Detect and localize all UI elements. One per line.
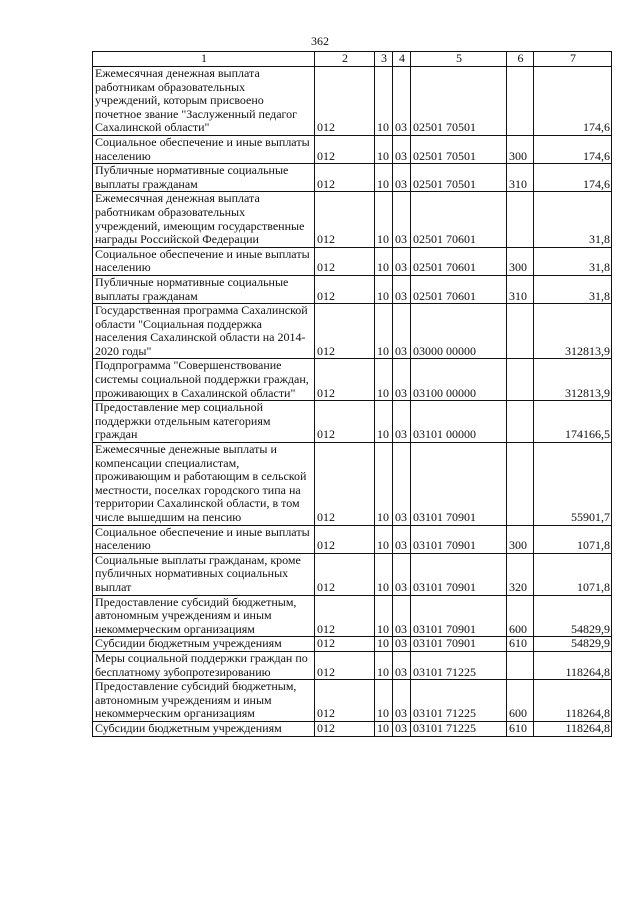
row-target-article-cell: 03101 70901	[411, 595, 507, 637]
row-admin-code-cell: 012	[315, 164, 375, 192]
row-name-cell: Социальное обеспечение и иные выплаты населению	[93, 247, 315, 275]
row-expense-type-cell	[507, 304, 534, 359]
row-name-cell: Субсидии бюджетным учреждениям	[93, 637, 315, 652]
row-target-article-cell: 03101 70901	[411, 525, 507, 553]
row-amount-cell: 54829,9	[534, 595, 612, 637]
table-row	[93, 359, 612, 401]
row-admin-code-cell: 012	[315, 247, 375, 275]
row-amount-cell: 31,8	[534, 247, 612, 275]
header-col-4: 4	[393, 52, 411, 67]
table-row	[93, 651, 612, 679]
row-amount-cell: 312813,9	[534, 359, 612, 401]
row-amount-cell: 118264,8	[534, 721, 612, 736]
table-row	[93, 721, 612, 736]
row-section-cell: 10	[375, 359, 393, 401]
row-target-article-cell: 03101 71225	[411, 651, 507, 679]
row-amount-cell: 1071,8	[534, 525, 612, 553]
row-subsection-cell: 03	[393, 651, 411, 679]
row-expense-type-cell	[507, 192, 534, 247]
row-subsection-cell: 03	[393, 304, 411, 359]
row-expense-type-cell: 610	[507, 637, 534, 652]
row-name-cell: Предоставление мер социальной поддержки отдельным категориям граждан	[93, 401, 315, 443]
table-row	[93, 304, 612, 359]
row-section-cell: 10	[375, 443, 393, 526]
row-target-article-cell: 02501 70501	[411, 164, 507, 192]
row-name-cell: Субсидии бюджетным учреждениям	[93, 721, 315, 736]
table-row	[93, 553, 612, 595]
row-section-cell: 10	[375, 401, 393, 443]
table-row	[93, 247, 612, 275]
table-row	[93, 680, 612, 722]
row-admin-code-cell: 012	[315, 721, 375, 736]
row-name-cell: Ежемесячная денежная выплата работникам образовательных учреждений, имеющим государственные награды Российской Федерации	[93, 192, 315, 247]
row-subsection-cell: 03	[393, 359, 411, 401]
table-row	[93, 525, 612, 553]
row-admin-code-cell: 012	[315, 680, 375, 722]
row-target-article-cell: 03101 70901	[411, 443, 507, 526]
row-expense-type-cell	[507, 67, 534, 136]
header-col-3: 3	[375, 52, 393, 67]
row-admin-code-cell: 012	[315, 525, 375, 553]
row-expense-type-cell: 310	[507, 164, 534, 192]
row-target-article-cell: 02501 70501	[411, 67, 507, 136]
row-admin-code-cell: 012	[315, 595, 375, 637]
table-row	[93, 135, 612, 163]
row-subsection-cell: 03	[393, 135, 411, 163]
row-name-cell: Социальное обеспечение и иные выплаты населению	[93, 525, 315, 553]
row-name-cell: Государственная программа Сахалинской области "Социальная поддержка населения Сахалинской области на 2014-2020 годы"	[93, 304, 315, 359]
row-target-article-cell: 02501 70601	[411, 192, 507, 247]
header-row	[93, 52, 612, 67]
row-expense-type-cell: 600	[507, 680, 534, 722]
row-admin-code-cell: 012	[315, 443, 375, 526]
row-expense-type-cell: 310	[507, 275, 534, 303]
row-name-cell: Ежемесячная денежная выплата работникам образовательных учреждений, которым присвоено почетное звание "Заслуженный педагог Сахалинской области"	[93, 67, 315, 136]
row-subsection-cell: 03	[393, 595, 411, 637]
row-subsection-cell: 03	[393, 443, 411, 526]
row-admin-code-cell: 012	[315, 651, 375, 679]
row-target-article-cell: 03101 71225	[411, 680, 507, 722]
table-row	[93, 67, 612, 136]
row-expense-type-cell: 320	[507, 553, 534, 595]
row-admin-code-cell: 012	[315, 304, 375, 359]
row-target-article-cell: 02501 70501	[411, 135, 507, 163]
header-col-6: 6	[507, 52, 534, 67]
row-expense-type-cell	[507, 443, 534, 526]
row-section-cell: 10	[375, 164, 393, 192]
table-row	[93, 637, 612, 652]
row-expense-type-cell	[507, 401, 534, 443]
row-name-cell: Публичные нормативные социальные выплаты гражданам	[93, 275, 315, 303]
table-row	[93, 401, 612, 443]
row-subsection-cell: 03	[393, 192, 411, 247]
row-name-cell: Предоставление субсидий бюджетным, автономным учреждениям и иным некоммерческим организациям	[93, 595, 315, 637]
row-amount-cell: 31,8	[534, 275, 612, 303]
row-expense-type-cell	[507, 359, 534, 401]
row-amount-cell: 54829,9	[534, 637, 612, 652]
row-section-cell: 10	[375, 637, 393, 652]
page-number: 362	[311, 34, 329, 48]
row-amount-cell: 174166,5	[534, 401, 612, 443]
row-admin-code-cell: 012	[315, 401, 375, 443]
row-section-cell: 10	[375, 525, 393, 553]
row-section-cell: 10	[375, 553, 393, 595]
row-section-cell: 10	[375, 275, 393, 303]
row-subsection-cell: 03	[393, 637, 411, 652]
table-row	[93, 443, 612, 526]
row-target-article-cell: 03000 00000	[411, 304, 507, 359]
row-subsection-cell: 03	[393, 721, 411, 736]
row-expense-type-cell: 610	[507, 721, 534, 736]
row-target-article-cell: 03100 00000	[411, 359, 507, 401]
row-target-article-cell: 02501 70601	[411, 247, 507, 275]
table-row	[93, 595, 612, 637]
row-expense-type-cell	[507, 651, 534, 679]
row-target-article-cell: 02501 70601	[411, 275, 507, 303]
row-name-cell: Предоставление субсидий бюджетным, автономным учреждениям и иным некоммерческим организациям	[93, 680, 315, 722]
row-amount-cell: 174,6	[534, 164, 612, 192]
row-amount-cell: 174,6	[534, 67, 612, 136]
row-amount-cell: 55901,7	[534, 443, 612, 526]
row-amount-cell: 31,8	[534, 192, 612, 247]
row-subsection-cell: 03	[393, 164, 411, 192]
row-section-cell: 10	[375, 192, 393, 247]
row-section-cell: 10	[375, 135, 393, 163]
row-subsection-cell: 03	[393, 275, 411, 303]
budget-table	[92, 51, 612, 737]
row-subsection-cell: 03	[393, 525, 411, 553]
row-admin-code-cell: 012	[315, 192, 375, 247]
row-amount-cell: 174,6	[534, 135, 612, 163]
row-subsection-cell: 03	[393, 67, 411, 136]
row-subsection-cell: 03	[393, 680, 411, 722]
header-col-1: 1	[93, 52, 315, 67]
row-name-cell: Социальное обеспечение и иные выплаты населению	[93, 135, 315, 163]
row-expense-type-cell: 300	[507, 135, 534, 163]
row-target-article-cell: 03101 71225	[411, 721, 507, 736]
row-section-cell: 10	[375, 651, 393, 679]
row-target-article-cell: 03101 00000	[411, 401, 507, 443]
row-expense-type-cell: 300	[507, 525, 534, 553]
row-amount-cell: 118264,8	[534, 680, 612, 722]
table-row	[93, 275, 612, 303]
row-admin-code-cell: 012	[315, 135, 375, 163]
table-header	[93, 52, 612, 67]
row-section-cell: 10	[375, 304, 393, 359]
row-subsection-cell: 03	[393, 553, 411, 595]
row-admin-code-cell: 012	[315, 637, 375, 652]
header-col-5: 5	[411, 52, 507, 67]
row-amount-cell: 1071,8	[534, 553, 612, 595]
row-section-cell: 10	[375, 247, 393, 275]
table-row	[93, 164, 612, 192]
row-name-cell: Ежемесячные денежные выплаты и компенсации специалистам, проживающим и работающим в сельской местности, поселках городского типа на территории Сахалинской области, в том числе вышедшим на пенсию	[93, 443, 315, 526]
row-subsection-cell: 03	[393, 401, 411, 443]
row-name-cell: Подпрограмма "Совершенствование системы социальной поддержки граждан, проживающих в Сахалинской области"	[93, 359, 315, 401]
row-admin-code-cell: 012	[315, 359, 375, 401]
row-section-cell: 10	[375, 680, 393, 722]
row-subsection-cell: 03	[393, 247, 411, 275]
row-target-article-cell: 03101 70901	[411, 637, 507, 652]
row-amount-cell: 118264,8	[534, 651, 612, 679]
row-section-cell: 10	[375, 721, 393, 736]
row-amount-cell: 312813,9	[534, 304, 612, 359]
row-admin-code-cell: 012	[315, 67, 375, 136]
row-name-cell: Меры социальной поддержки граждан по бесплатному зубопротезированию	[93, 651, 315, 679]
row-section-cell: 10	[375, 67, 393, 136]
row-admin-code-cell: 012	[315, 553, 375, 595]
row-expense-type-cell: 600	[507, 595, 534, 637]
table-body	[93, 67, 612, 737]
row-name-cell: Публичные нормативные социальные выплаты гражданам	[93, 164, 315, 192]
row-target-article-cell: 03101 70901	[411, 553, 507, 595]
row-admin-code-cell: 012	[315, 275, 375, 303]
row-expense-type-cell: 300	[507, 247, 534, 275]
header-col-7: 7	[534, 52, 612, 67]
header-col-2: 2	[315, 52, 375, 67]
row-name-cell: Социальные выплаты гражданам, кроме публичных нормативных социальных выплат	[93, 553, 315, 595]
row-section-cell: 10	[375, 595, 393, 637]
table-row	[93, 192, 612, 247]
